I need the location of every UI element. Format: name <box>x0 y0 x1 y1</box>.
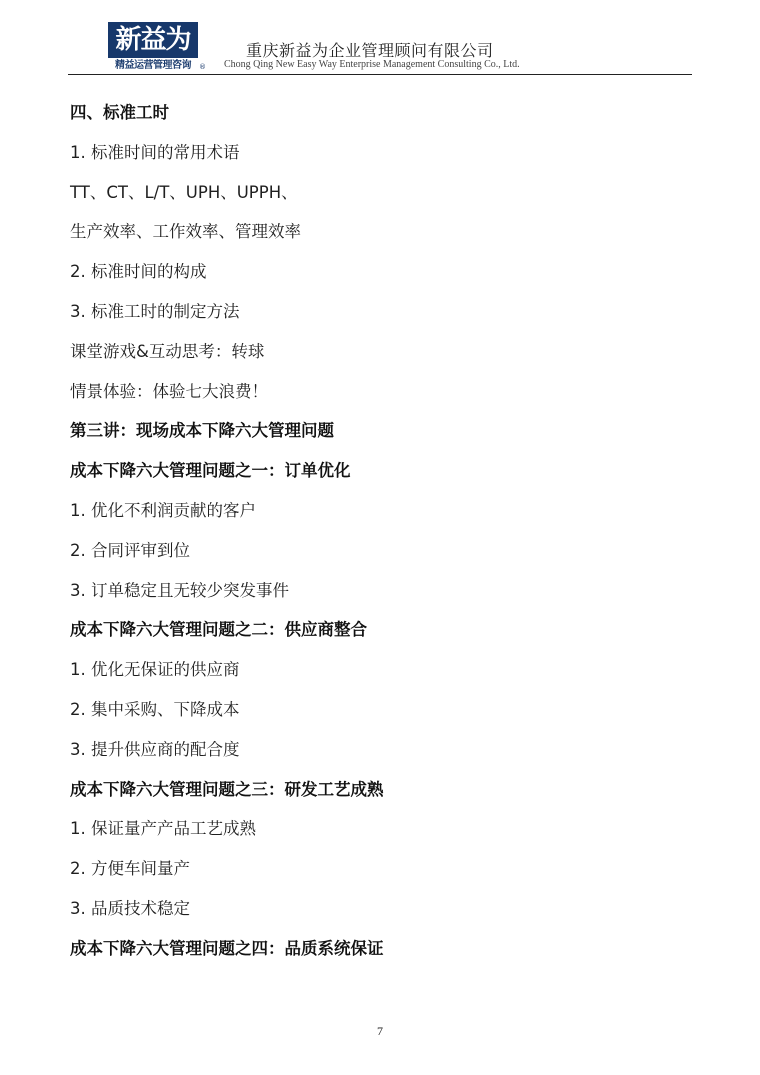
body-line: 1. 保证量产产品工艺成熟 <box>70 819 256 839</box>
body-line: 2. 集中采购、下降成本 <box>70 699 240 719</box>
section-heading: 成本下降六大管理问题之三：研发工艺成熟 <box>70 779 384 799</box>
company-name-chinese: 重庆新益为企业管理顾问有限公司 <box>246 41 494 60</box>
body-line: 情景体验：体验七大浪费！ <box>70 381 268 401</box>
document-body <box>70 100 690 976</box>
body-line: 3. 品质技术稳定 <box>70 898 190 918</box>
body-line: 课堂游戏&互动思考：转球 <box>70 341 265 361</box>
body-line: 生产效率、工作效率、管理效率 <box>70 222 301 242</box>
section-heading: 第三讲：现场成本下降六大管理问题 <box>70 421 334 441</box>
section-heading: 四、标准工时 <box>70 103 169 122</box>
section-heading: 成本下降六大管理问题之二：供应商整合 <box>70 620 367 640</box>
section-heading: 成本下降六大管理问题之一：订单优化 <box>70 461 351 481</box>
company-name-english: Chong Qing New Easy Way Enterprise Management Consulting Co., Ltd. <box>224 59 520 70</box>
body-line: 3. 提升供应商的配合度 <box>70 739 240 759</box>
body-line: 3. 订单稳定且无较少突发事件 <box>70 580 289 600</box>
section-heading: 成本下降六大管理问题之四：品质系统保证 <box>70 938 384 958</box>
body-line: 2. 合同评审到位 <box>70 540 190 560</box>
page-number: 7 <box>377 1024 383 1038</box>
logo-subtitle: 精益运营管理咨询 <box>115 60 191 71</box>
body-line: 2. 标准时间的构成 <box>70 262 207 282</box>
registered-mark: ® <box>199 63 206 71</box>
header-divider <box>68 74 692 75</box>
page-header <box>68 18 692 76</box>
body-line: 1. 标准时间的常用术语 <box>70 142 240 162</box>
body-line: 3. 标准工时的制定方法 <box>70 301 240 321</box>
body-line: 1. 优化不利润贡献的客户 <box>70 500 256 520</box>
body-line: TT、CT、L/T、UPH、UPPH、 <box>70 182 298 202</box>
body-line: 2. 方便车间量产 <box>70 859 190 879</box>
logo-main-text: 新益为 <box>108 22 198 58</box>
body-line: 1. 优化无保证的供应商 <box>70 660 240 680</box>
